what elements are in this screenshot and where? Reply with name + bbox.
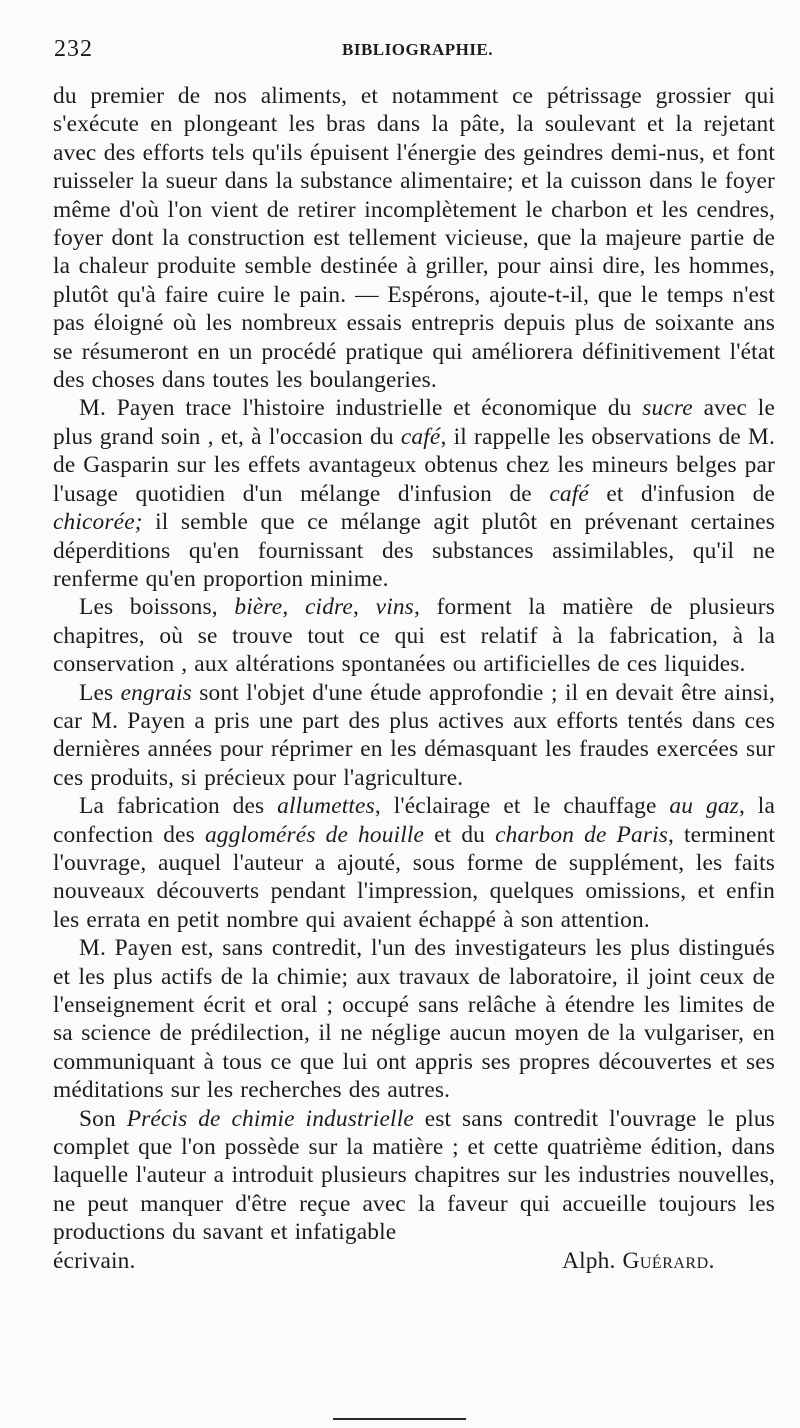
text-span: il semble que ce mélange agit plutôt en prévenant certaines déperditions qu'en fournissant des substances assimilables, qu'il ne renferme qu'en proportion minime.: [53, 509, 775, 592]
text-span: et d'infusion de: [588, 480, 775, 507]
signature-last-name: Guérard.: [622, 1247, 715, 1274]
italic-term-au-gaz: au gaz: [669, 793, 739, 820]
author-signature: [562, 1247, 715, 1275]
paragraph-bread-making: du premier de nos aliments, et notamment ce pétrissage grossier qui s'exécute en plongeant les bras dans la pâte, la soulevant et la rejetant avec des efforts tels qu'ils épuisent l'énergie des geindres demi-nus, et font ruisseler la sueur dans la substance alimentaire; et la cuisson dans le foyer même d'où l'on vient de retirer incomplètement le charbon et les cendres, foyer dont la construction est tellement vicieuse, que la majeure partie de la chaleur produite semble destinée à griller, pour ainsi dire, les hommes, plutôt qu'à faire cuire le pain. — Espérons, ajoute-t-il, que le temps n'est pas éloigné où les nombreux essais entrepris depuis plus de soixante ans se résumeront en un procédé pratique qui améliorera définitivement l'état des choses dans toutes les boulangeries.: [53, 83, 775, 394]
text-span: Les: [79, 679, 121, 706]
paragraph-sugar-coffee: [53, 394, 775, 593]
italic-term-chicoree: chicorée;: [53, 509, 143, 536]
paragraph-beverages: [53, 593, 775, 678]
paragraph-conclusion: [53, 1105, 775, 1247]
text-span: M. Payen trace l'histoire industrielle et économique du: [79, 395, 643, 422]
italic-book-title: Précis de chimie industrielle: [126, 1105, 414, 1132]
paragraph-matches-lighting: [53, 792, 775, 934]
italic-term-cafe: café: [400, 423, 441, 450]
text-span: ,: [352, 594, 376, 621]
text-span: , forment la matière de plusieurs chapitres, où se trouve tout ce qui est relatif à la fabrication, à la conservation , aux altérations spontanées ou artificielles de ces liquides.: [53, 594, 775, 678]
article-body: [53, 82, 775, 1275]
text-span: Les boissons,: [79, 594, 235, 621]
italic-term-vins: vins: [375, 594, 414, 621]
paragraph-fertilizers: [53, 679, 775, 793]
text-span: et du: [424, 821, 496, 848]
italic-term-sucre: sucre: [642, 395, 693, 422]
page-header: [54, 36, 780, 70]
italic-term-allumettes: allumettes: [277, 793, 375, 820]
text-span: La fabrication des: [79, 793, 278, 820]
text-span: , la confection des: [53, 793, 775, 848]
text-span: Son: [79, 1105, 127, 1132]
text-span: , terminent l'ouvrage, auquel l'auteur a ajouté, sous forme de supplément, les faits nouveaux découverts pendant l'impression, quelques omissions, et enfin les errata en petit nombre qui avaient échappé à son attention.: [53, 821, 776, 933]
text-span: , il rappelle les observations de M. de Gasparin sur les effets avantageux obtenus chez les mineurs belges par l'usage quotidien d'un mélange d'infusion de: [53, 423, 775, 507]
text-span: est sans contredit l'ouvrage le plus complet que l'on possède sur la matière ; et cette quatrième édition, dans laquelle l'auteur a introduit plusieurs chapitres sur les industries nouvelles, ne peut manquer d'être reçue avec la faveur qui accueille toujours les productions du savant et infatigable: [53, 1105, 775, 1246]
text-span: , l'éclairage et le chauffage: [374, 793, 670, 820]
italic-term-cidre: cidre: [305, 594, 353, 621]
last-word: écrivain.: [53, 1247, 136, 1274]
paragraph-author-praise: M. Payen est, sans contredit, l'un des investigateurs les plus distingués et les plus actifs de la chimie; aux travaux de laboratoire, il joint ceux de l'enseignement écrit et oral ; occupé sans relâche à étendre les limites de sa science de prédilection, il ne néglige aucun moyen de la vulgariser, en communiquant à tous ce que lui ont appris ses propres découvertes et ses méditations sur les recherches des autres.: [53, 935, 775, 1104]
italic-term-charbon: charbon de Paris: [495, 821, 668, 848]
signature-line: [53, 1247, 775, 1275]
signature-first-name: Alph.: [562, 1247, 616, 1274]
text-span: ,: [282, 594, 306, 621]
page-number: 232: [54, 36, 93, 62]
italic-term-agglomeres: agglomérés de houille: [204, 821, 425, 848]
text-span: avec le plus grand soin , et, à l'occasion du: [53, 395, 775, 450]
running-head: BIBLIOGRAPHIE.: [342, 40, 494, 59]
italic-term-biere: bière: [234, 594, 283, 621]
closing-rule: [333, 1418, 466, 1420]
text-span: sont l'objet d'une étude approfondie ; il en devait être ainsi, car M. Payen a pris une part des plus actives aux efforts tentés dans ces dernières années pour réprimer en les démasquant les fraudes exercées sur ces produits, si précieux pour l'agriculture.: [53, 679, 775, 791]
italic-term-cafe: café: [549, 480, 589, 507]
italic-term-engrais: engrais: [120, 679, 192, 706]
